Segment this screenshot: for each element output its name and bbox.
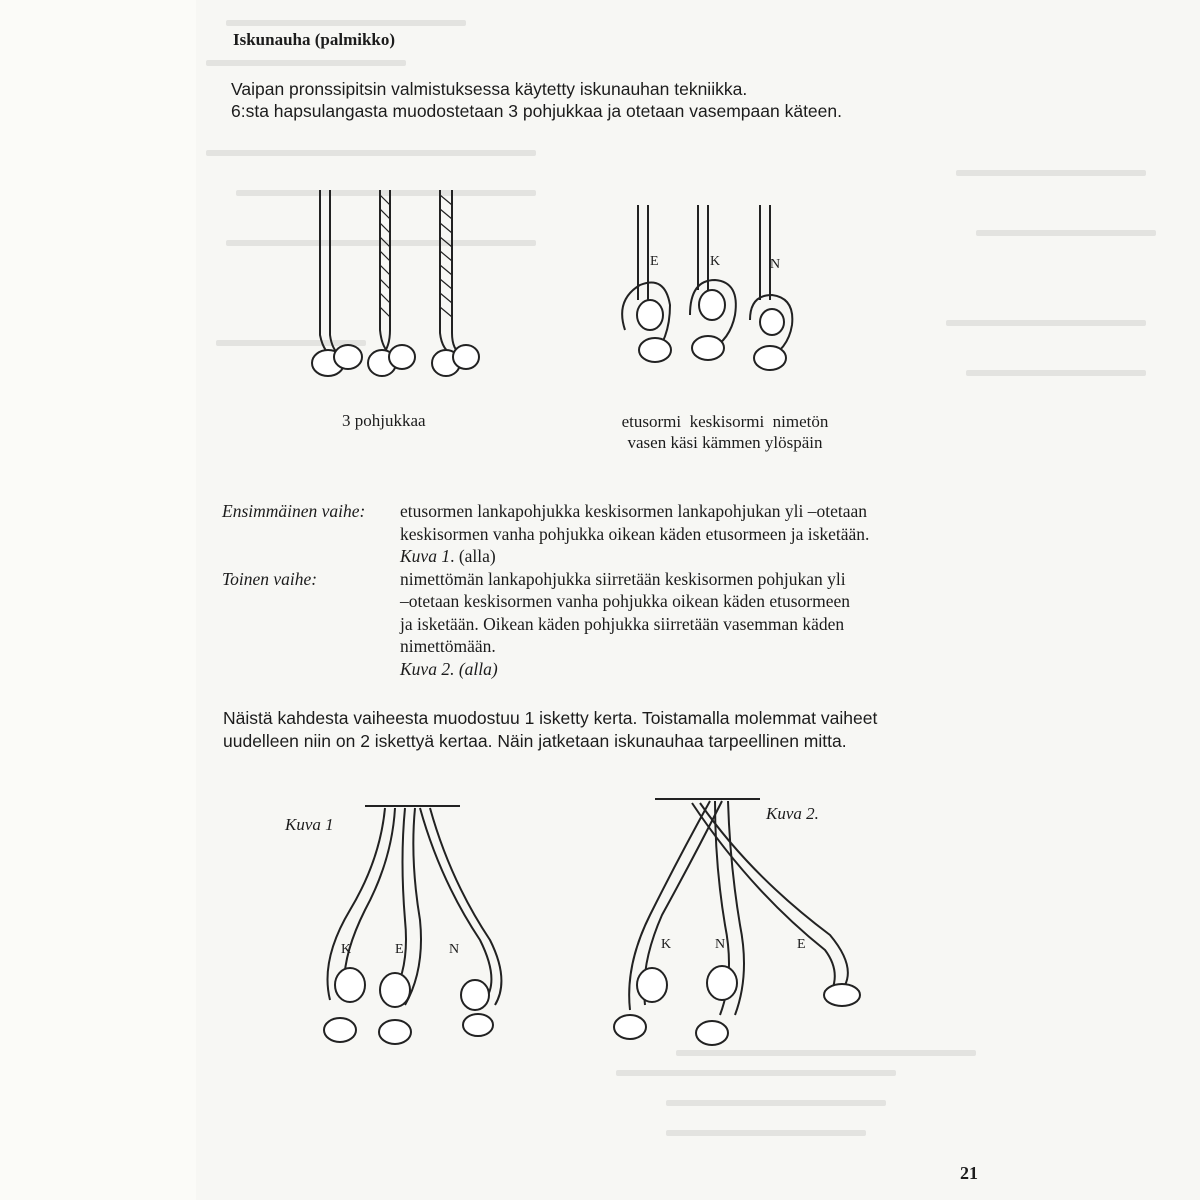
step-2-line-4: nimettömään. bbox=[400, 636, 496, 656]
kuva-2-label: Kuva 2. bbox=[766, 804, 819, 823]
step-2 bbox=[222, 568, 982, 681]
finger-label-k: K bbox=[710, 254, 721, 269]
right-caption-line-2: vasen käsi kämmen ylöspäin bbox=[627, 433, 823, 452]
kuva-1-finger-k: K bbox=[341, 942, 352, 957]
kuva-2-finger-n: N bbox=[715, 937, 726, 952]
right-caption bbox=[600, 411, 850, 453]
step-2-ref: Kuva 2. (alla) bbox=[400, 658, 498, 679]
step-1-line-1: etusormen lankapohjukka keskisormen lankapohjukan yli –otetaan bbox=[400, 501, 868, 521]
finger-label-e: E bbox=[650, 254, 659, 269]
kuva-1-finger-e: E bbox=[395, 942, 404, 957]
fingers-illustration bbox=[610, 200, 820, 400]
three-loops-illustration bbox=[290, 185, 530, 395]
step-2-label: Toinen vaihe: bbox=[222, 568, 318, 589]
intro-line-1: Vaipan pronssipitsin valmistuksessa käytetty iskunauhan tekniikka. bbox=[231, 79, 748, 99]
kuva-1-label: Kuva 1 bbox=[285, 815, 334, 834]
section-heading: Iskunauha (palmikko) bbox=[233, 30, 396, 49]
intro-line-2: 6:sta hapsulangasta muodostetaan 3 pohjukkaa ja otetaan vasempaan käteen. bbox=[231, 101, 842, 121]
summary-line-1: Näistä kahdesta vaiheesta muodostuu 1 isketty kerta. Toistamalla molemmat vaiheet bbox=[223, 708, 878, 728]
step-1-ref: Kuva 1 bbox=[400, 546, 451, 566]
steps-block bbox=[222, 500, 982, 680]
step-2-line-3: ja isketään. Oikean käden pohjukka siirretään vasemman käden bbox=[400, 613, 845, 634]
step-2-line-2: –otetaan keskisormen vanha pohjukka oikean käden etusormeen bbox=[400, 591, 850, 611]
kuva-1-illustration bbox=[310, 800, 520, 1060]
finger-label-n: N bbox=[770, 257, 781, 272]
step-1-line-2: keskisormen vanha pohjukka oikean käden etusormeen ja isketään. bbox=[400, 523, 870, 544]
step-1 bbox=[222, 500, 982, 568]
summary-text bbox=[223, 707, 923, 752]
step-1-label: Ensimmäinen vaihe: bbox=[222, 501, 366, 521]
step-1-ref-rest: . (alla) bbox=[450, 546, 496, 566]
right-caption-line-1: etusormi keskisormi nimetön bbox=[621, 412, 829, 431]
kuva-2-illustration bbox=[600, 795, 890, 1060]
summary-line-2: uudelleen niin on 2 iskettyä kertaa. Näin jatketaan iskunauhaa tarpeellinen mitta. bbox=[223, 730, 847, 751]
page-number: 21 bbox=[960, 1163, 978, 1183]
kuva-2-finger-k: K bbox=[661, 937, 672, 952]
left-caption: 3 pohjukkaa bbox=[342, 411, 426, 430]
kuva-2-finger-e: E bbox=[797, 937, 806, 952]
intro-text bbox=[231, 78, 842, 122]
step-2-line-1: nimettömän lankapohjukka siirretään keskisormen pohjukan yli bbox=[400, 568, 846, 589]
kuva-1-finger-n: N bbox=[449, 942, 460, 957]
